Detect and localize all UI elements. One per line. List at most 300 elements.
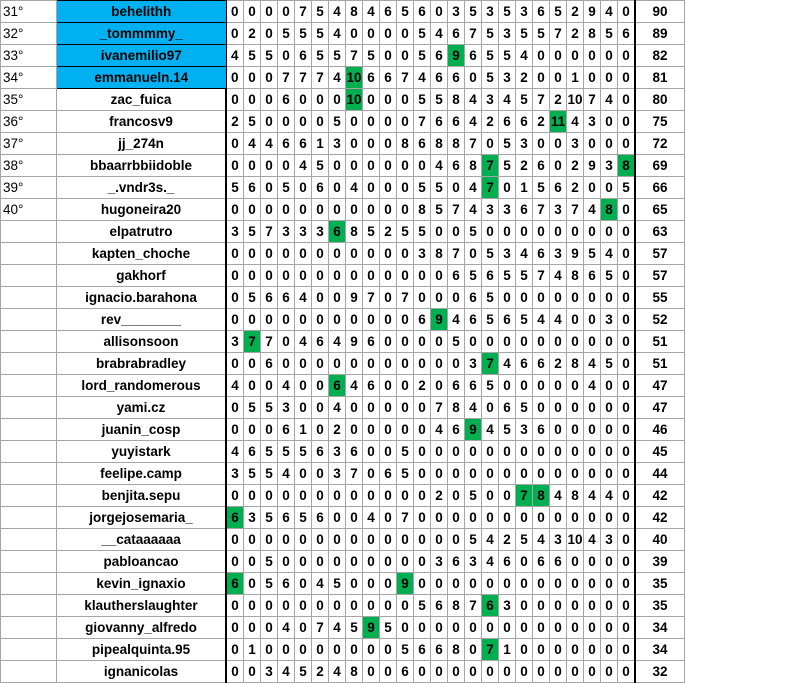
score-cell[interactable]: 5: [414, 595, 431, 617]
rank-cell[interactable]: [1, 441, 57, 463]
score-cell[interactable]: 5: [261, 573, 278, 595]
score-cell[interactable]: 5: [346, 617, 363, 639]
score-cell[interactable]: 7: [346, 463, 363, 485]
score-cell[interactable]: 0: [618, 309, 636, 331]
player-name-cell[interactable]: yuyistark: [57, 441, 227, 463]
score-cell[interactable]: 5: [414, 89, 431, 111]
score-cell[interactable]: 0: [533, 463, 550, 485]
score-cell[interactable]: 0: [499, 375, 516, 397]
score-cell[interactable]: 0: [550, 155, 567, 177]
score-cell[interactable]: 10: [346, 89, 363, 111]
total-points-cell[interactable]: 39: [635, 551, 685, 573]
score-cell[interactable]: 0: [448, 463, 465, 485]
score-cell[interactable]: 0: [465, 639, 482, 661]
rank-cell[interactable]: 34°: [1, 67, 57, 89]
score-cell[interactable]: 0: [482, 507, 499, 529]
score-cell[interactable]: 0: [295, 265, 312, 287]
score-cell[interactable]: 10: [567, 89, 584, 111]
player-name-cell[interactable]: brabrabradley: [57, 353, 227, 375]
score-cell[interactable]: 0: [397, 243, 414, 265]
score-cell[interactable]: 0: [380, 133, 397, 155]
player-name-cell[interactable]: ivanemilio97: [57, 45, 227, 67]
score-cell[interactable]: 0: [601, 507, 618, 529]
score-cell[interactable]: 3: [329, 133, 346, 155]
score-cell[interactable]: 4: [431, 23, 448, 45]
score-cell[interactable]: 0: [499, 617, 516, 639]
score-cell[interactable]: 0: [397, 89, 414, 111]
score-cell[interactable]: 2: [482, 111, 499, 133]
score-cell[interactable]: 0: [414, 265, 431, 287]
player-name-cell[interactable]: kapten_choche: [57, 243, 227, 265]
score-cell[interactable]: 0: [244, 155, 261, 177]
score-cell[interactable]: 0: [584, 45, 601, 67]
score-cell[interactable]: 5: [278, 177, 295, 199]
score-cell[interactable]: 2: [550, 89, 567, 111]
score-cell[interactable]: 0: [584, 331, 601, 353]
score-cell[interactable]: 0: [618, 243, 636, 265]
score-cell[interactable]: 8: [414, 199, 431, 221]
score-cell[interactable]: 4: [533, 529, 550, 551]
score-cell[interactable]: 5: [312, 23, 329, 45]
score-cell[interactable]: 5: [499, 45, 516, 67]
score-cell[interactable]: 0: [533, 617, 550, 639]
score-cell[interactable]: 0: [244, 419, 261, 441]
score-cell[interactable]: 0: [226, 529, 244, 551]
score-cell[interactable]: 0: [618, 199, 636, 221]
score-cell[interactable]: 6: [380, 1, 397, 23]
score-cell[interactable]: 6: [448, 111, 465, 133]
score-cell[interactable]: 6: [584, 265, 601, 287]
score-cell[interactable]: 0: [363, 397, 380, 419]
score-cell[interactable]: 0: [550, 331, 567, 353]
score-cell[interactable]: 0: [584, 441, 601, 463]
score-cell[interactable]: 6: [329, 375, 346, 397]
score-cell[interactable]: 0: [550, 595, 567, 617]
total-points-cell[interactable]: 46: [635, 419, 685, 441]
total-points-cell[interactable]: 65: [635, 199, 685, 221]
score-cell[interactable]: 6: [499, 397, 516, 419]
score-cell[interactable]: 0: [244, 199, 261, 221]
score-cell[interactable]: 5: [499, 133, 516, 155]
score-cell[interactable]: 3: [261, 661, 278, 683]
score-cell[interactable]: 0: [397, 529, 414, 551]
score-cell[interactable]: 0: [601, 331, 618, 353]
score-cell[interactable]: 4: [465, 177, 482, 199]
total-points-cell[interactable]: 45: [635, 441, 685, 463]
score-cell[interactable]: 0: [261, 529, 278, 551]
score-cell[interactable]: 0: [295, 639, 312, 661]
score-cell[interactable]: 3: [312, 221, 329, 243]
score-cell[interactable]: 6: [414, 133, 431, 155]
score-cell[interactable]: 0: [346, 485, 363, 507]
score-cell[interactable]: 0: [516, 507, 533, 529]
score-cell[interactable]: 0: [329, 529, 346, 551]
score-cell[interactable]: 0: [397, 353, 414, 375]
score-cell[interactable]: 0: [397, 177, 414, 199]
score-cell[interactable]: 0: [261, 617, 278, 639]
score-cell[interactable]: 6: [533, 1, 550, 23]
score-cell[interactable]: 6: [448, 155, 465, 177]
score-cell[interactable]: 0: [261, 155, 278, 177]
score-cell[interactable]: 6: [431, 45, 448, 67]
score-cell[interactable]: 0: [584, 133, 601, 155]
score-cell[interactable]: 9: [346, 331, 363, 353]
score-cell[interactable]: 5: [397, 463, 414, 485]
score-cell[interactable]: 3: [516, 1, 533, 23]
score-cell[interactable]: 0: [448, 221, 465, 243]
player-name-cell[interactable]: __cataaaaaa: [57, 529, 227, 551]
score-cell[interactable]: 6: [414, 639, 431, 661]
score-cell[interactable]: 0: [244, 595, 261, 617]
score-cell[interactable]: 2: [380, 221, 397, 243]
score-cell[interactable]: 0: [567, 221, 584, 243]
score-cell[interactable]: 5: [261, 463, 278, 485]
player-name-cell[interactable]: jj_274n: [57, 133, 227, 155]
rank-cell[interactable]: 37°: [1, 133, 57, 155]
score-cell[interactable]: 0: [329, 287, 346, 309]
total-points-cell[interactable]: 42: [635, 485, 685, 507]
score-cell[interactable]: 4: [329, 397, 346, 419]
score-cell[interactable]: 4: [516, 45, 533, 67]
score-cell[interactable]: 4: [465, 111, 482, 133]
score-cell[interactable]: 0: [244, 243, 261, 265]
score-cell[interactable]: 0: [278, 353, 295, 375]
score-cell[interactable]: 4: [363, 1, 380, 23]
score-cell[interactable]: 6: [448, 23, 465, 45]
score-cell[interactable]: 0: [584, 397, 601, 419]
score-cell[interactable]: 0: [601, 287, 618, 309]
total-points-cell[interactable]: 69: [635, 155, 685, 177]
player-name-cell[interactable]: gakhorf: [57, 265, 227, 287]
score-cell[interactable]: 4: [329, 67, 346, 89]
score-cell[interactable]: 0: [567, 551, 584, 573]
score-cell[interactable]: 5: [261, 441, 278, 463]
score-cell[interactable]: 0: [618, 639, 636, 661]
score-cell[interactable]: 0: [618, 595, 636, 617]
score-cell[interactable]: 5: [295, 661, 312, 683]
score-cell[interactable]: 5: [226, 177, 244, 199]
score-cell[interactable]: 0: [295, 529, 312, 551]
score-cell[interactable]: 5: [465, 485, 482, 507]
score-cell[interactable]: 6: [380, 67, 397, 89]
score-cell[interactable]: 0: [499, 573, 516, 595]
score-cell[interactable]: 0: [533, 573, 550, 595]
score-cell[interactable]: 0: [278, 551, 295, 573]
score-cell[interactable]: 0: [380, 155, 397, 177]
score-cell[interactable]: 0: [584, 551, 601, 573]
score-cell[interactable]: 0: [465, 507, 482, 529]
score-cell[interactable]: 9: [465, 419, 482, 441]
score-cell[interactable]: 0: [533, 67, 550, 89]
player-name-cell[interactable]: hugoneira20: [57, 199, 227, 221]
score-cell[interactable]: 0: [261, 177, 278, 199]
score-cell[interactable]: 0: [261, 1, 278, 23]
score-cell[interactable]: 8: [601, 199, 618, 221]
player-name-cell[interactable]: lord_randomerous: [57, 375, 227, 397]
score-cell[interactable]: 8: [448, 639, 465, 661]
score-cell[interactable]: 0: [584, 573, 601, 595]
score-cell[interactable]: 0: [567, 309, 584, 331]
score-cell[interactable]: 3: [278, 397, 295, 419]
rank-cell[interactable]: [1, 375, 57, 397]
score-cell[interactable]: 5: [244, 221, 261, 243]
score-cell[interactable]: 0: [380, 111, 397, 133]
score-cell[interactable]: 0: [618, 463, 636, 485]
score-cell[interactable]: 9: [567, 243, 584, 265]
score-cell[interactable]: 0: [601, 419, 618, 441]
total-points-cell[interactable]: 47: [635, 375, 685, 397]
score-cell[interactable]: 0: [499, 661, 516, 683]
score-cell[interactable]: 0: [397, 485, 414, 507]
score-cell[interactable]: 7: [516, 485, 533, 507]
score-cell[interactable]: 0: [380, 419, 397, 441]
score-cell[interactable]: 5: [465, 1, 482, 23]
score-cell[interactable]: 0: [601, 67, 618, 89]
score-cell[interactable]: 6: [312, 441, 329, 463]
score-cell[interactable]: 6: [448, 419, 465, 441]
score-cell[interactable]: 0: [244, 1, 261, 23]
score-cell[interactable]: 3: [567, 133, 584, 155]
score-cell[interactable]: 0: [431, 287, 448, 309]
score-cell[interactable]: 3: [601, 529, 618, 551]
score-cell[interactable]: 7: [533, 265, 550, 287]
score-cell[interactable]: 1: [312, 133, 329, 155]
total-points-cell[interactable]: 89: [635, 23, 685, 45]
score-cell[interactable]: 4: [329, 617, 346, 639]
score-cell[interactable]: 0: [329, 639, 346, 661]
score-cell[interactable]: 6: [499, 111, 516, 133]
player-name-cell[interactable]: francosv9: [57, 111, 227, 133]
score-cell[interactable]: 0: [329, 551, 346, 573]
score-cell[interactable]: 0: [380, 551, 397, 573]
score-cell[interactable]: 0: [601, 639, 618, 661]
score-cell[interactable]: 0: [499, 463, 516, 485]
score-cell[interactable]: 5: [516, 529, 533, 551]
score-cell[interactable]: 5: [465, 221, 482, 243]
score-cell[interactable]: 3: [414, 243, 431, 265]
score-cell[interactable]: 5: [465, 529, 482, 551]
score-cell[interactable]: 0: [380, 265, 397, 287]
score-cell[interactable]: 0: [295, 397, 312, 419]
score-cell[interactable]: 0: [482, 331, 499, 353]
score-cell[interactable]: 0: [550, 441, 567, 463]
score-cell[interactable]: 0: [226, 485, 244, 507]
score-cell[interactable]: 6: [363, 375, 380, 397]
total-points-cell[interactable]: 90: [635, 1, 685, 23]
player-name-cell[interactable]: juanin_cosp: [57, 419, 227, 441]
score-cell[interactable]: 0: [533, 133, 550, 155]
score-cell[interactable]: 0: [346, 309, 363, 331]
score-cell[interactable]: 4: [482, 529, 499, 551]
score-cell[interactable]: 6: [533, 243, 550, 265]
score-cell[interactable]: 0: [312, 463, 329, 485]
score-cell[interactable]: 0: [226, 265, 244, 287]
rank-cell[interactable]: [1, 507, 57, 529]
score-cell[interactable]: 5: [244, 45, 261, 67]
score-cell[interactable]: 0: [533, 661, 550, 683]
score-cell[interactable]: 0: [465, 617, 482, 639]
score-cell[interactable]: 5: [278, 441, 295, 463]
score-cell[interactable]: 4: [226, 45, 244, 67]
score-cell[interactable]: 5: [414, 177, 431, 199]
rank-cell[interactable]: 36°: [1, 111, 57, 133]
score-cell[interactable]: 3: [482, 89, 499, 111]
score-cell[interactable]: 4: [329, 331, 346, 353]
score-cell[interactable]: 6: [329, 221, 346, 243]
total-points-cell[interactable]: 80: [635, 89, 685, 111]
score-cell[interactable]: 0: [278, 199, 295, 221]
score-cell[interactable]: 0: [261, 639, 278, 661]
score-cell[interactable]: 0: [482, 221, 499, 243]
score-cell[interactable]: 5: [482, 287, 499, 309]
total-points-cell[interactable]: 34: [635, 617, 685, 639]
score-cell[interactable]: 0: [516, 617, 533, 639]
score-cell[interactable]: 3: [329, 441, 346, 463]
score-cell[interactable]: 8: [431, 133, 448, 155]
score-cell[interactable]: 2: [414, 375, 431, 397]
score-cell[interactable]: 7: [244, 331, 261, 353]
score-cell[interactable]: 0: [226, 595, 244, 617]
score-cell[interactable]: 4: [431, 155, 448, 177]
score-cell[interactable]: 0: [584, 287, 601, 309]
rank-cell[interactable]: [1, 661, 57, 683]
score-cell[interactable]: 3: [499, 595, 516, 617]
score-cell[interactable]: 6: [465, 287, 482, 309]
score-cell[interactable]: 0: [226, 155, 244, 177]
score-cell[interactable]: 5: [482, 243, 499, 265]
score-cell[interactable]: 0: [414, 617, 431, 639]
score-cell[interactable]: 0: [278, 265, 295, 287]
score-cell[interactable]: 0: [533, 595, 550, 617]
score-cell[interactable]: 6: [414, 1, 431, 23]
score-cell[interactable]: 0: [618, 397, 636, 419]
score-cell[interactable]: 0: [482, 133, 499, 155]
score-cell[interactable]: 0: [295, 617, 312, 639]
score-cell[interactable]: 6: [516, 111, 533, 133]
score-cell[interactable]: 0: [226, 397, 244, 419]
total-points-cell[interactable]: 44: [635, 463, 685, 485]
score-cell[interactable]: 0: [278, 111, 295, 133]
score-cell[interactable]: 0: [618, 89, 636, 111]
score-cell[interactable]: 7: [448, 199, 465, 221]
score-cell[interactable]: 0: [329, 243, 346, 265]
score-cell[interactable]: 0: [584, 67, 601, 89]
score-cell[interactable]: 8: [567, 485, 584, 507]
score-cell[interactable]: 0: [380, 507, 397, 529]
score-cell[interactable]: 0: [618, 661, 636, 683]
score-cell[interactable]: 0: [397, 397, 414, 419]
score-cell[interactable]: 6: [482, 265, 499, 287]
score-cell[interactable]: 9: [397, 573, 414, 595]
score-cell[interactable]: 4: [465, 89, 482, 111]
score-cell[interactable]: 0: [380, 243, 397, 265]
score-cell[interactable]: 0: [567, 45, 584, 67]
score-cell[interactable]: 0: [380, 287, 397, 309]
score-cell[interactable]: 4: [329, 661, 346, 683]
rank-cell[interactable]: [1, 529, 57, 551]
score-cell[interactable]: 0: [261, 111, 278, 133]
rank-cell[interactable]: 35°: [1, 89, 57, 111]
player-name-cell[interactable]: ignacio.barahona: [57, 287, 227, 309]
total-points-cell[interactable]: 57: [635, 243, 685, 265]
score-cell[interactable]: 0: [516, 463, 533, 485]
score-cell[interactable]: 0: [448, 617, 465, 639]
score-cell[interactable]: 0: [346, 133, 363, 155]
score-cell[interactable]: 0: [584, 639, 601, 661]
score-cell[interactable]: 5: [244, 111, 261, 133]
score-cell[interactable]: 0: [261, 485, 278, 507]
score-cell[interactable]: 0: [346, 573, 363, 595]
score-cell[interactable]: 0: [567, 441, 584, 463]
score-cell[interactable]: 0: [380, 375, 397, 397]
score-cell[interactable]: 0: [516, 221, 533, 243]
rank-cell[interactable]: [1, 265, 57, 287]
score-cell[interactable]: 8: [567, 265, 584, 287]
score-cell[interactable]: 0: [329, 353, 346, 375]
score-cell[interactable]: 0: [397, 375, 414, 397]
score-cell[interactable]: 4: [226, 375, 244, 397]
score-cell[interactable]: 0: [278, 595, 295, 617]
score-cell[interactable]: 0: [261, 375, 278, 397]
rank-cell[interactable]: 40°: [1, 199, 57, 221]
score-cell[interactable]: 0: [618, 111, 636, 133]
score-cell[interactable]: 0: [397, 265, 414, 287]
score-cell[interactable]: 6: [618, 23, 636, 45]
score-cell[interactable]: 0: [448, 573, 465, 595]
score-cell[interactable]: 4: [584, 485, 601, 507]
score-cell[interactable]: 0: [533, 331, 550, 353]
score-cell[interactable]: 0: [618, 529, 636, 551]
score-cell[interactable]: 0: [329, 89, 346, 111]
score-cell[interactable]: 0: [397, 595, 414, 617]
score-cell[interactable]: 9: [363, 617, 380, 639]
score-cell[interactable]: 3: [550, 199, 567, 221]
score-cell[interactable]: 6: [482, 595, 499, 617]
score-cell[interactable]: 5: [295, 23, 312, 45]
score-cell[interactable]: 4: [516, 243, 533, 265]
score-cell[interactable]: 0: [618, 67, 636, 89]
rank-cell[interactable]: [1, 595, 57, 617]
rank-cell[interactable]: [1, 287, 57, 309]
score-cell[interactable]: 0: [312, 287, 329, 309]
score-cell[interactable]: 6: [533, 551, 550, 573]
score-cell[interactable]: 0: [414, 551, 431, 573]
score-cell[interactable]: 0: [618, 353, 636, 375]
score-cell[interactable]: 0: [516, 639, 533, 661]
score-cell[interactable]: 0: [533, 397, 550, 419]
score-cell[interactable]: 0: [448, 177, 465, 199]
score-cell[interactable]: 11: [550, 111, 567, 133]
score-cell[interactable]: 0: [346, 353, 363, 375]
score-cell[interactable]: 4: [567, 111, 584, 133]
score-cell[interactable]: 0: [295, 375, 312, 397]
score-cell[interactable]: 1: [244, 639, 261, 661]
score-cell[interactable]: 4: [295, 155, 312, 177]
score-cell[interactable]: 0: [499, 177, 516, 199]
score-cell[interactable]: 0: [567, 375, 584, 397]
player-name-cell[interactable]: rev________: [57, 309, 227, 331]
score-cell[interactable]: 6: [516, 353, 533, 375]
score-cell[interactable]: 5: [499, 155, 516, 177]
score-cell[interactable]: 7: [312, 617, 329, 639]
score-cell[interactable]: 0: [414, 573, 431, 595]
score-cell[interactable]: 6: [278, 573, 295, 595]
score-cell[interactable]: 0: [601, 573, 618, 595]
score-cell[interactable]: 0: [380, 331, 397, 353]
score-cell[interactable]: 0: [244, 375, 261, 397]
score-cell[interactable]: 0: [465, 67, 482, 89]
score-cell[interactable]: 5: [601, 265, 618, 287]
